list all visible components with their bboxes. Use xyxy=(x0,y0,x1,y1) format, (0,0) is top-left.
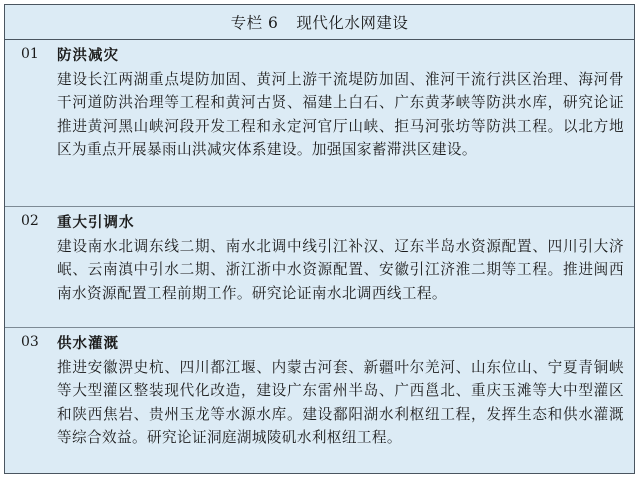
section-heading xyxy=(21,40,624,68)
section-body: 推进安徽淠史杭、四川都江堰、内蒙古河套、新疆叶尔羌河、山东位山、宁夏青铜峡等大型灌区整装现代化改造，建设广东雷州半岛、广西邕北、重庆玉滩等大中型灌区和陕西焦岩、贵州玉龙等水源水库。建设鄱阳湖水利枢纽工程，发挥生态和供水灌溉等综合效益。研究论证洞庭湖城陵矶水利枢纽工程。 xyxy=(57,359,624,447)
section-water-diversion xyxy=(5,207,634,328)
column-label: 专栏 6 xyxy=(230,14,279,32)
section-heading xyxy=(21,207,624,235)
column-title: 现代化水网建设 xyxy=(296,14,409,32)
section-body: 建设长江两湖重点堤防加固、黄河上游干流堤防加固、淮河干流行洪区治理、海河骨干河道防洪治理等工程和黄河古贤、福建上白石、广东黄茅峡等防洪水库，研究论证推进黄河黑山峡河段开发工程和永定河官厅山峡、拒马河张坊等防洪工程。以北方地区为重点开展暴雨山洪减灾体系建设。加强国家蓄滞洪区建设。 xyxy=(57,71,624,159)
section-title: 供水灌溉 xyxy=(57,335,119,352)
section-number: 01 xyxy=(21,46,39,62)
section-number: 02 xyxy=(21,213,39,229)
section-heading xyxy=(21,328,624,356)
section-number: 03 xyxy=(21,334,39,350)
section-body: 建设南水北调东线二期、南水北调中线引江补汉、辽东半岛水资源配置、四川引大济岷、云南滇中引水二期、浙江浙中水资源配置、安徽引江济淮二期等工程。推进闽西南水资源配置工程前期工作。研究论证南水北调西线工程。 xyxy=(57,238,624,302)
section-flood-control xyxy=(5,40,634,207)
section-title: 重大引调水 xyxy=(57,214,135,231)
column-header xyxy=(5,5,634,40)
column-box xyxy=(4,4,635,474)
section-title: 防洪减灾 xyxy=(57,47,119,64)
section-water-supply-irrigation xyxy=(5,328,634,468)
